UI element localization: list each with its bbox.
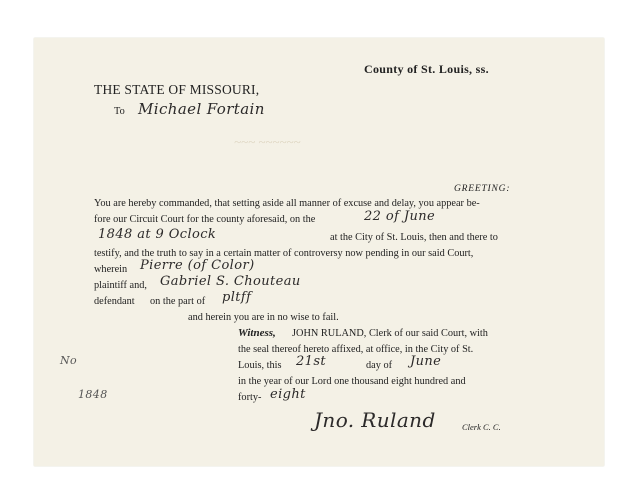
witness-line-1: JOHN RULAND, Clerk of our said Court, with [292, 328, 488, 339]
clerk-label: Clerk C. C. [462, 422, 501, 432]
summons-document [34, 38, 604, 466]
body-line-2: fore our Circuit Court for the county aforesaid, on the [94, 214, 316, 225]
witness-line-5a: forty- [238, 392, 262, 403]
witness-label: Witness, [238, 327, 276, 339]
appearance-time: 1848 at 9 Oclock [98, 227, 217, 242]
witness-year: eight [270, 387, 306, 402]
witness-line-3b: day of [366, 360, 393, 371]
bleed-through-mark: ~~~ ~~~~~~ [234, 134, 301, 149]
witness-day: 21st [296, 354, 327, 369]
body-line-1: You are hereby commanded, that setting aside all manner of excuse and delay, you appear be- [94, 198, 480, 209]
witness-line-2: the seal thereof hereto affixed, at office, in the City of St. [238, 344, 474, 355]
plaintiff-label: plaintiff and, [94, 280, 147, 291]
witness-line-4: in the year of our Lord one thousand eight hundred and [238, 376, 466, 387]
margin-note-2: 1848 [78, 388, 108, 401]
wherein-label: wherein [94, 264, 128, 275]
defendant-name: Gabriel S. Chouteau [160, 274, 301, 289]
body-line-3: at the City of St. Louis, then and there to [330, 232, 498, 243]
to-label: To [114, 106, 125, 117]
body-line-4: testify, and the truth to say in a certain matter of controversy now pending in our said Court, [94, 248, 474, 259]
county-heading: County of St. Louis, ss. [364, 62, 489, 76]
greeting: GREETING: [454, 184, 511, 194]
defendant-label: defendant [94, 296, 135, 307]
witness-month: June [410, 354, 442, 369]
witness-line-3a: Louis, this [238, 360, 282, 371]
appearance-date: 22 of June [364, 209, 436, 224]
plaintiff-name: Pierre (of Color) [140, 258, 255, 273]
recipient-name: Michael Fortain [138, 100, 265, 118]
margin-note-1: No [60, 354, 78, 367]
fail-line: and herein you are in no wise to fail. [188, 312, 339, 323]
state-heading: THE STATE OF MISSOURI, [94, 82, 260, 97]
party-name: pltff [222, 290, 252, 305]
on-part-label: on the part of [150, 296, 206, 307]
clerk-signature: Jno. Ruland [314, 408, 436, 432]
